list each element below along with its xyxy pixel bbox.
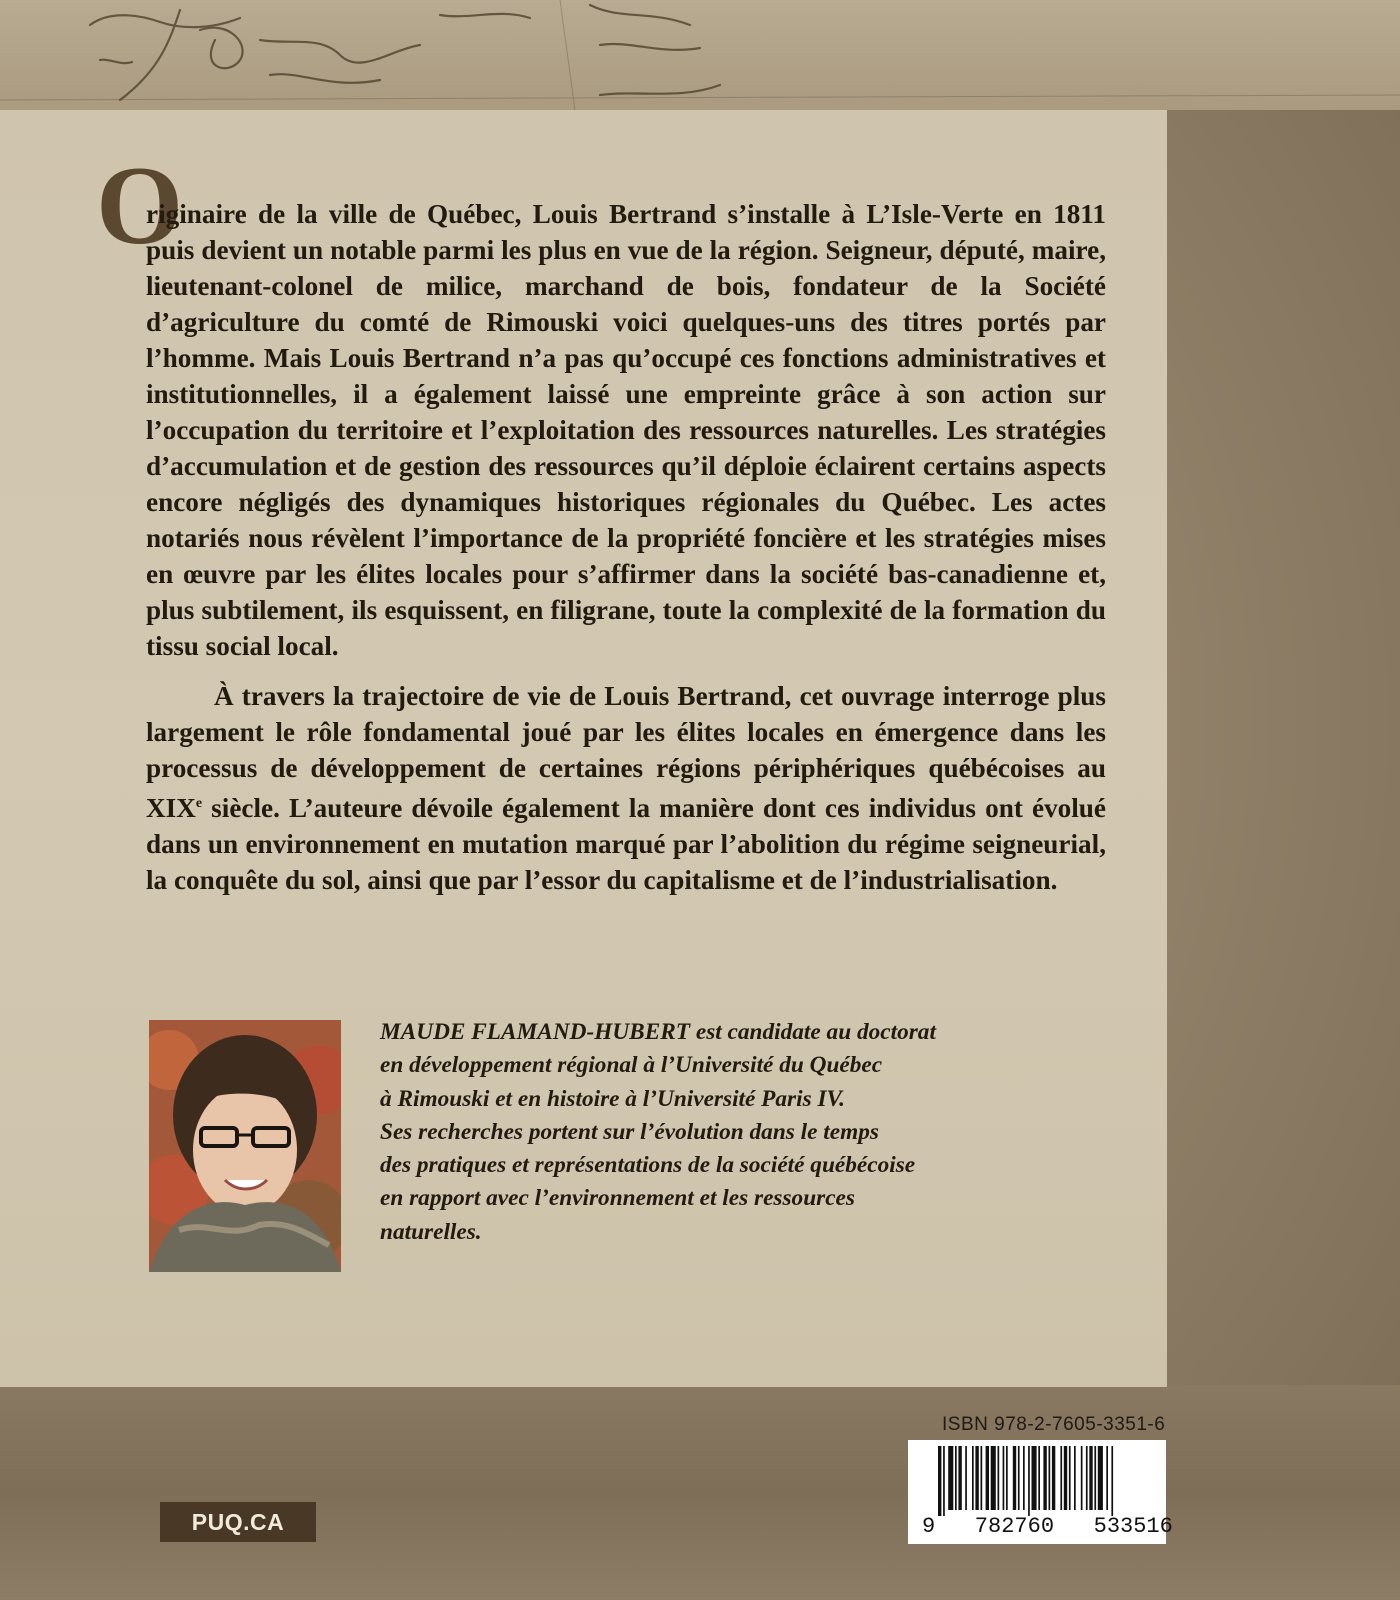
description-paragraph-2: À travers la trajectoire de vie de Louis Bertrand, cet ouvrage interroge plus largement le rôle fondamental joué par les élites locales en émergence dans les processus de développement de certaines régions périphériques québécoises au XIXe siècle. L’auteure dévoile également la manière dont ces individus ont évolué dans un environnement en mutation marqué par l’abolition du régime seigneurial, la conquête du sol, ainsi que par l’essor du capitalisme et de l’industrialisation. [146, 681, 1106, 896]
barcode-bar [986, 1446, 989, 1510]
publisher-website-badge[interactable]: PUQ.CA [160, 1502, 316, 1542]
author-photo [149, 1020, 341, 1272]
isbn-label: ISBN 978-2-7605-3351-6 [942, 1414, 1166, 1435]
barcode-bar [1089, 1446, 1092, 1510]
barcode-bar [981, 1446, 983, 1510]
barcode-bar [998, 1446, 1000, 1510]
barcode-bar [1006, 1446, 1008, 1510]
bio-line: MAUDE FLAMAND-HUBERT est candidate au doctorat [380, 1019, 936, 1045]
barcode-bar [1003, 1446, 1005, 1510]
description-paragraph-1-text: riginaire de la ville de Québec, Louis Bertrand s’installe à L’Isle-Verte en 1811 puis devient un notable parmi les plus en vue de la région. Seigneur, député, maire, lieutenant-colonel de milice, marchand de bois, fondateur de la Société d’agriculture du comté de Rimouski voici quelques-uns des titres portés par l’homme. Mais Louis Bertrand n’a pas qu’occupé ces fonctions administratives et institutionnelles, il a également laissé une empreinte grâce à son action sur l’occupation du territoire et l’exploitation des ressources naturelles. Les stratégies d’accumulation et de gestion des ressources qu’il déploie éclairent certains aspects encore négligés des dynamiques historiques régionales du Québec. Les actes notariés nous révèlent l’importance de la propriété foncière et les stratégies mises en œuvre par les élites locales pour s’affirmer dans la société bas-canadienne et, plus subtilement, ils esquissent, en filigrane, toute la complexité de la formation du tissu social local. [146, 199, 1106, 661]
author-bio [380, 1016, 1100, 1249]
barcode-bar [1052, 1446, 1055, 1510]
barcode-bar [1023, 1446, 1025, 1510]
barcode-bar [938, 1446, 941, 1516]
barcode-digits: 9 782760 533516 [922, 1514, 1173, 1539]
barcode-bar [1013, 1446, 1016, 1510]
barcode-bar [1049, 1446, 1051, 1510]
barcode-bar [975, 1446, 978, 1510]
barcode-bar [1106, 1446, 1108, 1510]
barcode-bar [991, 1446, 996, 1510]
description-paragraph-1 [146, 196, 1106, 664]
bio-line: des pratiques et représentations de la société québécoise [380, 1152, 916, 1179]
barcode-bar [1028, 1446, 1030, 1516]
barcode-bar [943, 1446, 945, 1516]
barcode-bar [1094, 1446, 1096, 1510]
superscript-e: e [195, 796, 203, 811]
barcode-bar [1032, 1446, 1037, 1510]
barcode-bar [1086, 1446, 1088, 1510]
book-description [146, 196, 1106, 898]
bio-line: Ses recherches portent sur l’évolution dans le temps [380, 1118, 879, 1145]
author-portrait-icon [149, 1020, 341, 1272]
barcode-bar [965, 1446, 967, 1510]
bottom-band [0, 1385, 1400, 1600]
bio-line: à Rimouski et en histoire à l’Université Paris IV. [380, 1085, 845, 1112]
barcode-bar [948, 1446, 953, 1510]
barcode-bar [972, 1446, 974, 1510]
bio-line: naturelles. [380, 1218, 482, 1245]
barcode-bar [1018, 1446, 1020, 1510]
barcode-bar [1069, 1446, 1071, 1510]
barcode-bar [1038, 1446, 1040, 1510]
drop-cap: O [96, 144, 184, 268]
barcode-bar [1064, 1446, 1067, 1510]
manuscript-header-image [0, 0, 1400, 110]
barcode-bar [1111, 1446, 1113, 1516]
barcode-bar [955, 1446, 957, 1510]
barcode-bar [1081, 1446, 1083, 1510]
isbn-barcode [908, 1440, 1173, 1544]
bio-line: en développement régional à l’Université du Québec [380, 1052, 883, 1079]
barcode-bar [1043, 1446, 1046, 1510]
handwriting-decoration [0, 0, 1400, 110]
bio-line: en rapport avec l’environnement et les ressources [380, 1185, 855, 1212]
barcode-bar [1098, 1446, 1103, 1510]
barcode-bar [958, 1446, 961, 1510]
barcode-bar [1074, 1446, 1076, 1510]
barcode-bar [1060, 1446, 1062, 1510]
